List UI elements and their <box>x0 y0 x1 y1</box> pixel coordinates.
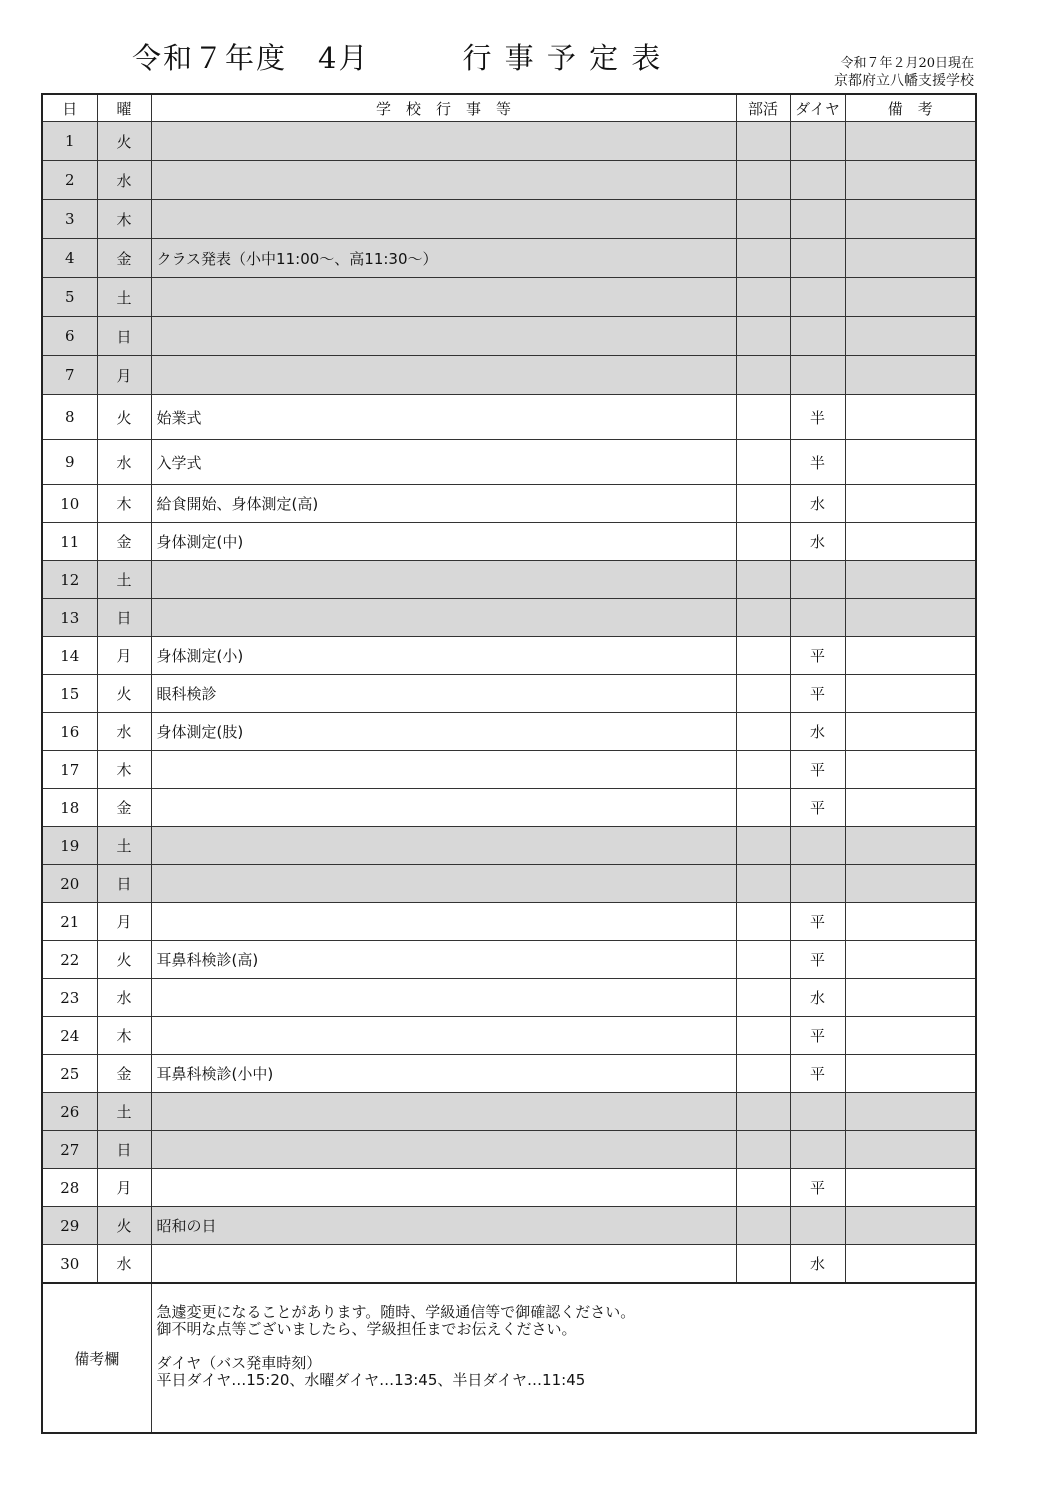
day-cell: 18 <box>42 789 97 827</box>
diagram-cell: 平 <box>790 751 845 789</box>
table-row <box>42 865 976 903</box>
diagram-cell: 平 <box>790 941 845 979</box>
note-cell <box>845 440 976 485</box>
club-cell <box>736 317 790 356</box>
weekday-cell: 土 <box>97 1093 151 1131</box>
diagram-cell <box>790 1093 845 1131</box>
club-cell <box>736 1245 790 1284</box>
day-cell: 5 <box>42 278 97 317</box>
note-cell <box>845 789 976 827</box>
club-cell <box>736 865 790 903</box>
notes-label: 備考欄 <box>42 1283 151 1433</box>
weekday-cell: 木 <box>97 200 151 239</box>
club-cell <box>736 941 790 979</box>
weekday-cell: 月 <box>97 903 151 941</box>
note-cell <box>845 485 976 523</box>
weekday-cell: 木 <box>97 1017 151 1055</box>
col-header-day: 日 <box>42 94 97 122</box>
event-cell: 始業式 <box>151 395 736 440</box>
event-cell: 身体測定(小) <box>151 637 736 675</box>
weekday-cell: 火 <box>97 675 151 713</box>
diagram-cell <box>790 599 845 637</box>
diagram-cell <box>790 561 845 599</box>
table-row <box>42 1245 976 1284</box>
event-cell <box>151 865 736 903</box>
table-row <box>42 317 976 356</box>
note-cell <box>845 122 976 161</box>
diagram-cell <box>790 1207 845 1245</box>
note-cell <box>845 161 976 200</box>
note-cell <box>845 941 976 979</box>
diagram-cell <box>790 356 845 395</box>
diagram-cell <box>790 1131 845 1169</box>
club-cell <box>736 789 790 827</box>
weekday-cell: 水 <box>97 1245 151 1284</box>
weekday-cell: 金 <box>97 239 151 278</box>
note-cell <box>845 675 976 713</box>
weekday-cell: 月 <box>97 356 151 395</box>
diagram-cell: 平 <box>790 789 845 827</box>
event-cell: 昭和の日 <box>151 1207 736 1245</box>
weekday-cell: 火 <box>97 941 151 979</box>
weekday-cell: 土 <box>97 561 151 599</box>
diagram-cell: 平 <box>790 637 845 675</box>
weekday-cell: 水 <box>97 979 151 1017</box>
diagram-cell: 水 <box>790 1245 845 1284</box>
diagram-cell: 平 <box>790 903 845 941</box>
note-cell <box>845 1131 976 1169</box>
notes-line: 平日ダイヤ…15:20、水曜ダイヤ…13:45、半日ダイヤ…11:45 <box>156 1371 586 1389</box>
col-header-dow: 曜 <box>97 94 151 122</box>
event-cell <box>151 789 736 827</box>
table-row <box>42 789 976 827</box>
diagram-cell: 平 <box>790 1055 845 1093</box>
diagram-cell: 水 <box>790 979 845 1017</box>
table-row <box>42 440 976 485</box>
note-cell <box>845 751 976 789</box>
event-cell: クラス発表（小中11:00～、高11:30～） <box>151 239 736 278</box>
weekday-cell: 水 <box>97 161 151 200</box>
table-row <box>42 161 976 200</box>
diagram-cell: 平 <box>790 1017 845 1055</box>
club-cell <box>736 561 790 599</box>
table-row <box>42 239 976 278</box>
event-cell: 眼科検診 <box>151 675 736 713</box>
note-cell <box>845 827 976 865</box>
club-cell <box>736 440 790 485</box>
note-cell <box>845 865 976 903</box>
club-cell <box>736 239 790 278</box>
day-cell: 27 <box>42 1131 97 1169</box>
club-cell <box>736 751 790 789</box>
note-cell <box>845 637 976 675</box>
day-cell: 12 <box>42 561 97 599</box>
note-cell <box>845 1093 976 1131</box>
page-title: 令和７年度 4月 行 事 予 定 表 <box>132 41 663 75</box>
club-cell <box>736 122 790 161</box>
event-cell <box>151 1093 736 1131</box>
header-row <box>42 94 976 122</box>
weekday-cell: 金 <box>97 523 151 561</box>
table-row <box>42 979 976 1017</box>
day-cell: 14 <box>42 637 97 675</box>
table-row <box>42 356 976 395</box>
note-cell <box>845 1207 976 1245</box>
weekday-cell: 土 <box>97 827 151 865</box>
weekday-cell: 木 <box>97 751 151 789</box>
club-cell <box>736 637 790 675</box>
club-cell <box>736 1169 790 1207</box>
weekday-cell: 日 <box>97 317 151 356</box>
diagram-cell <box>790 239 845 278</box>
day-cell: 24 <box>42 1017 97 1055</box>
day-cell: 2 <box>42 161 97 200</box>
day-cell: 9 <box>42 440 97 485</box>
diagram-cell <box>790 161 845 200</box>
event-cell: 入学式 <box>151 440 736 485</box>
club-cell <box>736 278 790 317</box>
event-cell <box>151 561 736 599</box>
diagram-cell <box>790 865 845 903</box>
club-cell <box>736 523 790 561</box>
table-row <box>42 941 976 979</box>
club-cell <box>736 979 790 1017</box>
col-header-club: 部活 <box>736 94 790 122</box>
day-cell: 26 <box>42 1093 97 1131</box>
note-cell <box>845 713 976 751</box>
event-cell <box>151 599 736 637</box>
club-cell <box>736 713 790 751</box>
weekday-cell: 日 <box>97 1131 151 1169</box>
event-cell <box>151 1131 736 1169</box>
event-cell <box>151 317 736 356</box>
weekday-cell: 火 <box>97 1207 151 1245</box>
diagram-cell: 平 <box>790 1169 845 1207</box>
club-cell <box>736 1093 790 1131</box>
note-cell <box>845 356 976 395</box>
club-cell <box>736 675 790 713</box>
table-row <box>42 1207 976 1245</box>
day-cell: 3 <box>42 200 97 239</box>
note-cell <box>845 1245 976 1284</box>
note-cell <box>845 979 976 1017</box>
note-cell <box>845 903 976 941</box>
diagram-cell: 水 <box>790 713 845 751</box>
table-row <box>42 903 976 941</box>
event-cell: 耳鼻科検診(高) <box>151 941 736 979</box>
diagram-cell <box>790 200 845 239</box>
weekday-cell: 月 <box>97 1169 151 1207</box>
day-cell: 22 <box>42 941 97 979</box>
club-cell <box>736 200 790 239</box>
day-cell: 10 <box>42 485 97 523</box>
day-cell: 11 <box>42 523 97 561</box>
weekday-cell: 金 <box>97 1055 151 1093</box>
club-cell <box>736 827 790 865</box>
table-row <box>42 827 976 865</box>
day-cell: 19 <box>42 827 97 865</box>
note-cell <box>845 523 976 561</box>
day-cell: 17 <box>42 751 97 789</box>
notes-line: ダイヤ（バス発車時刻） <box>156 1354 322 1372</box>
event-cell <box>151 122 736 161</box>
event-cell <box>151 979 736 1017</box>
club-cell <box>736 356 790 395</box>
table-row <box>42 1017 976 1055</box>
notes-line: 御不明な点等ございましたら、学級担任までお伝えください。 <box>156 1320 577 1338</box>
weekday-cell: 火 <box>97 122 151 161</box>
day-cell: 8 <box>42 395 97 440</box>
col-header-event: 学 校 行 事 等 <box>151 94 736 122</box>
notes-line: 急遽変更になることがあります。随時、学級通信等で御確認ください。 <box>156 1303 636 1321</box>
table-row <box>42 1055 976 1093</box>
event-cell <box>151 278 736 317</box>
event-cell: 給食開始、身体測定(高) <box>151 485 736 523</box>
day-cell: 23 <box>42 979 97 1017</box>
notes-body <box>151 1283 976 1433</box>
note-cell <box>845 200 976 239</box>
as-of-date: 令和７年２月20日現在 <box>840 56 974 71</box>
note-cell <box>845 1169 976 1207</box>
weekday-cell: 月 <box>97 637 151 675</box>
day-cell: 1 <box>42 122 97 161</box>
note-cell <box>845 599 976 637</box>
event-cell <box>151 1017 736 1055</box>
event-cell: 耳鼻科検診(小中) <box>151 1055 736 1093</box>
table-row <box>42 122 976 161</box>
notes-row <box>42 1283 976 1433</box>
table-row <box>42 713 976 751</box>
weekday-cell: 日 <box>97 599 151 637</box>
table-row <box>42 278 976 317</box>
notes-line <box>157 1338 976 1355</box>
day-cell: 20 <box>42 865 97 903</box>
event-cell <box>151 1245 736 1284</box>
weekday-cell: 木 <box>97 485 151 523</box>
diagram-cell: 半 <box>790 440 845 485</box>
diagram-cell: 水 <box>790 523 845 561</box>
weekday-cell: 金 <box>97 789 151 827</box>
table-row <box>42 1169 976 1207</box>
event-cell <box>151 1169 736 1207</box>
day-cell: 7 <box>42 356 97 395</box>
col-header-diagram: ダイヤ <box>790 94 845 122</box>
table-row <box>42 1131 976 1169</box>
club-cell <box>736 1017 790 1055</box>
club-cell <box>736 1131 790 1169</box>
note-cell <box>845 395 976 440</box>
note-cell <box>845 239 976 278</box>
diagram-cell <box>790 827 845 865</box>
diagram-cell <box>790 122 845 161</box>
school-name: 京都府立八幡支援学校 <box>834 73 974 89</box>
club-cell <box>736 903 790 941</box>
schedule-table <box>41 93 977 1434</box>
note-cell <box>845 561 976 599</box>
day-cell: 21 <box>42 903 97 941</box>
note-cell <box>845 278 976 317</box>
day-cell: 15 <box>42 675 97 713</box>
club-cell <box>736 395 790 440</box>
table-row <box>42 1093 976 1131</box>
event-cell <box>151 903 736 941</box>
weekday-cell: 日 <box>97 865 151 903</box>
diagram-cell: 水 <box>790 485 845 523</box>
note-cell <box>845 317 976 356</box>
table-row <box>42 561 976 599</box>
club-cell <box>736 485 790 523</box>
diagram-cell <box>790 278 845 317</box>
note-cell <box>845 1055 976 1093</box>
table-row <box>42 675 976 713</box>
event-cell <box>151 751 736 789</box>
diagram-cell <box>790 317 845 356</box>
day-cell: 4 <box>42 239 97 278</box>
club-cell <box>736 1055 790 1093</box>
event-cell <box>151 356 736 395</box>
event-cell <box>151 827 736 865</box>
table-row <box>42 485 976 523</box>
day-cell: 30 <box>42 1245 97 1284</box>
table-row <box>42 523 976 561</box>
day-cell: 25 <box>42 1055 97 1093</box>
weekday-cell: 水 <box>97 713 151 751</box>
table-row <box>42 395 976 440</box>
day-cell: 29 <box>42 1207 97 1245</box>
club-cell <box>736 161 790 200</box>
table-row <box>42 751 976 789</box>
table-row <box>42 637 976 675</box>
weekday-cell: 火 <box>97 395 151 440</box>
event-cell <box>151 200 736 239</box>
diagram-cell: 半 <box>790 395 845 440</box>
event-cell: 身体測定(中) <box>151 523 736 561</box>
event-cell: 身体測定(肢) <box>151 713 736 751</box>
day-cell: 6 <box>42 317 97 356</box>
note-cell <box>845 1017 976 1055</box>
day-cell: 28 <box>42 1169 97 1207</box>
club-cell <box>736 1207 790 1245</box>
day-cell: 13 <box>42 599 97 637</box>
weekday-cell: 土 <box>97 278 151 317</box>
table-row <box>42 599 976 637</box>
weekday-cell: 水 <box>97 440 151 485</box>
day-cell: 16 <box>42 713 97 751</box>
diagram-cell: 平 <box>790 675 845 713</box>
event-cell <box>151 161 736 200</box>
col-header-note: 備 考 <box>845 94 976 122</box>
table-row <box>42 200 976 239</box>
club-cell <box>736 599 790 637</box>
